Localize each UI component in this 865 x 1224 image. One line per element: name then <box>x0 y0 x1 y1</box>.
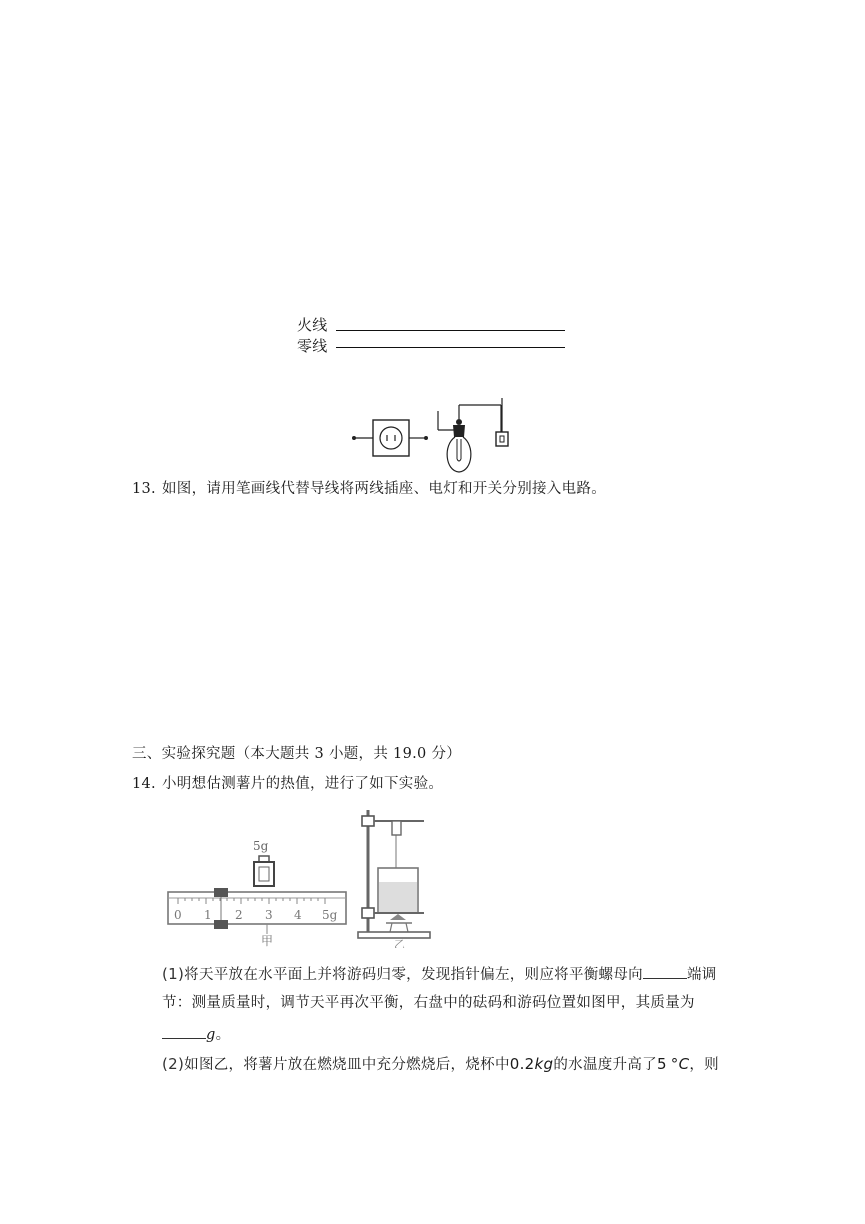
tick-label-5g: 5g <box>322 908 338 922</box>
rider-top <box>214 888 228 897</box>
neutral-wire-label: 零线 <box>297 337 328 355</box>
q14-part1-line2: 节：测量质量时，调节天平再次平衡，右盘中的砝码和游码位置如图甲，其质量为 <box>162 995 695 1011</box>
temp-unit: °C <box>670 1055 690 1073</box>
weight-label: 5g <box>253 839 269 853</box>
q14-part2-text-b: 的水温度升高了 <box>553 1057 657 1073</box>
light-bulb <box>438 405 501 472</box>
weight-5g-icon <box>254 856 274 886</box>
figure-jia-balance-scale <box>160 830 355 950</box>
q14-part1-line1b: 端调 <box>686 967 717 983</box>
rider-bottom <box>214 920 228 929</box>
answer-blank-direction[interactable] <box>643 966 687 979</box>
q14-text: 小明想估测薯片的热值，进行了如下实验。 <box>162 776 444 792</box>
tick-label-1: 1 <box>204 908 212 922</box>
caption-yi: 乙 <box>394 938 405 948</box>
q14-part1-number: (1) <box>162 965 185 983</box>
two-pin-socket <box>352 420 428 456</box>
answer-blank-mass[interactable] <box>162 1026 206 1039</box>
q14-part1-line3 <box>162 1026 230 1043</box>
mass-unit-g: g <box>206 1027 216 1043</box>
live-wire-label: 火线 <box>297 316 328 334</box>
q14-part2-text-a: 如图乙，将薯片放在燃烧皿中充分燃烧后，烧杯中 <box>184 1057 510 1073</box>
tick-label-0: 0 <box>174 908 182 922</box>
burner-dish <box>386 914 412 932</box>
q14-part2-line1 <box>162 1057 719 1073</box>
circuit-components-figure <box>345 395 525 475</box>
q14-part1-line1 <box>162 966 717 983</box>
neutral-wire-line <box>336 347 565 348</box>
q14-part2-number: (2) <box>162 1055 185 1073</box>
q14-part2-text-c: ，则 <box>689 1057 719 1073</box>
figure-yi-burner-apparatus <box>352 808 442 948</box>
q13-number: 13. <box>132 481 156 497</box>
caption-jia: 甲 <box>261 934 274 948</box>
water-mass-unit: kg <box>534 1055 554 1073</box>
section-3-heading: 三、实验探究题（本大题共 3 小题，共 19.0 分） <box>132 746 462 762</box>
q13-text: 如图，请用笔画线代替导线将两线插座、电灯和开关分别接入电路。 <box>162 481 606 497</box>
temp-rise-value: 5 <box>656 1055 667 1073</box>
beam-scale <box>168 892 346 924</box>
q14-part1-line1a: 将天平放在水平面上并将游码归零，发现指针偏左，则应将平衡螺母向 <box>184 967 643 983</box>
water-mass-value: 0.2 <box>509 1055 535 1073</box>
beaker <box>378 868 418 913</box>
tick-label-2: 2 <box>235 908 243 922</box>
tick-label-3: 3 <box>265 908 273 922</box>
q14-number: 14. <box>132 776 156 792</box>
live-wire-line <box>336 330 565 331</box>
tick-label-4: 4 <box>294 908 302 922</box>
q14-part1-line3-end: 。 <box>215 1027 231 1043</box>
